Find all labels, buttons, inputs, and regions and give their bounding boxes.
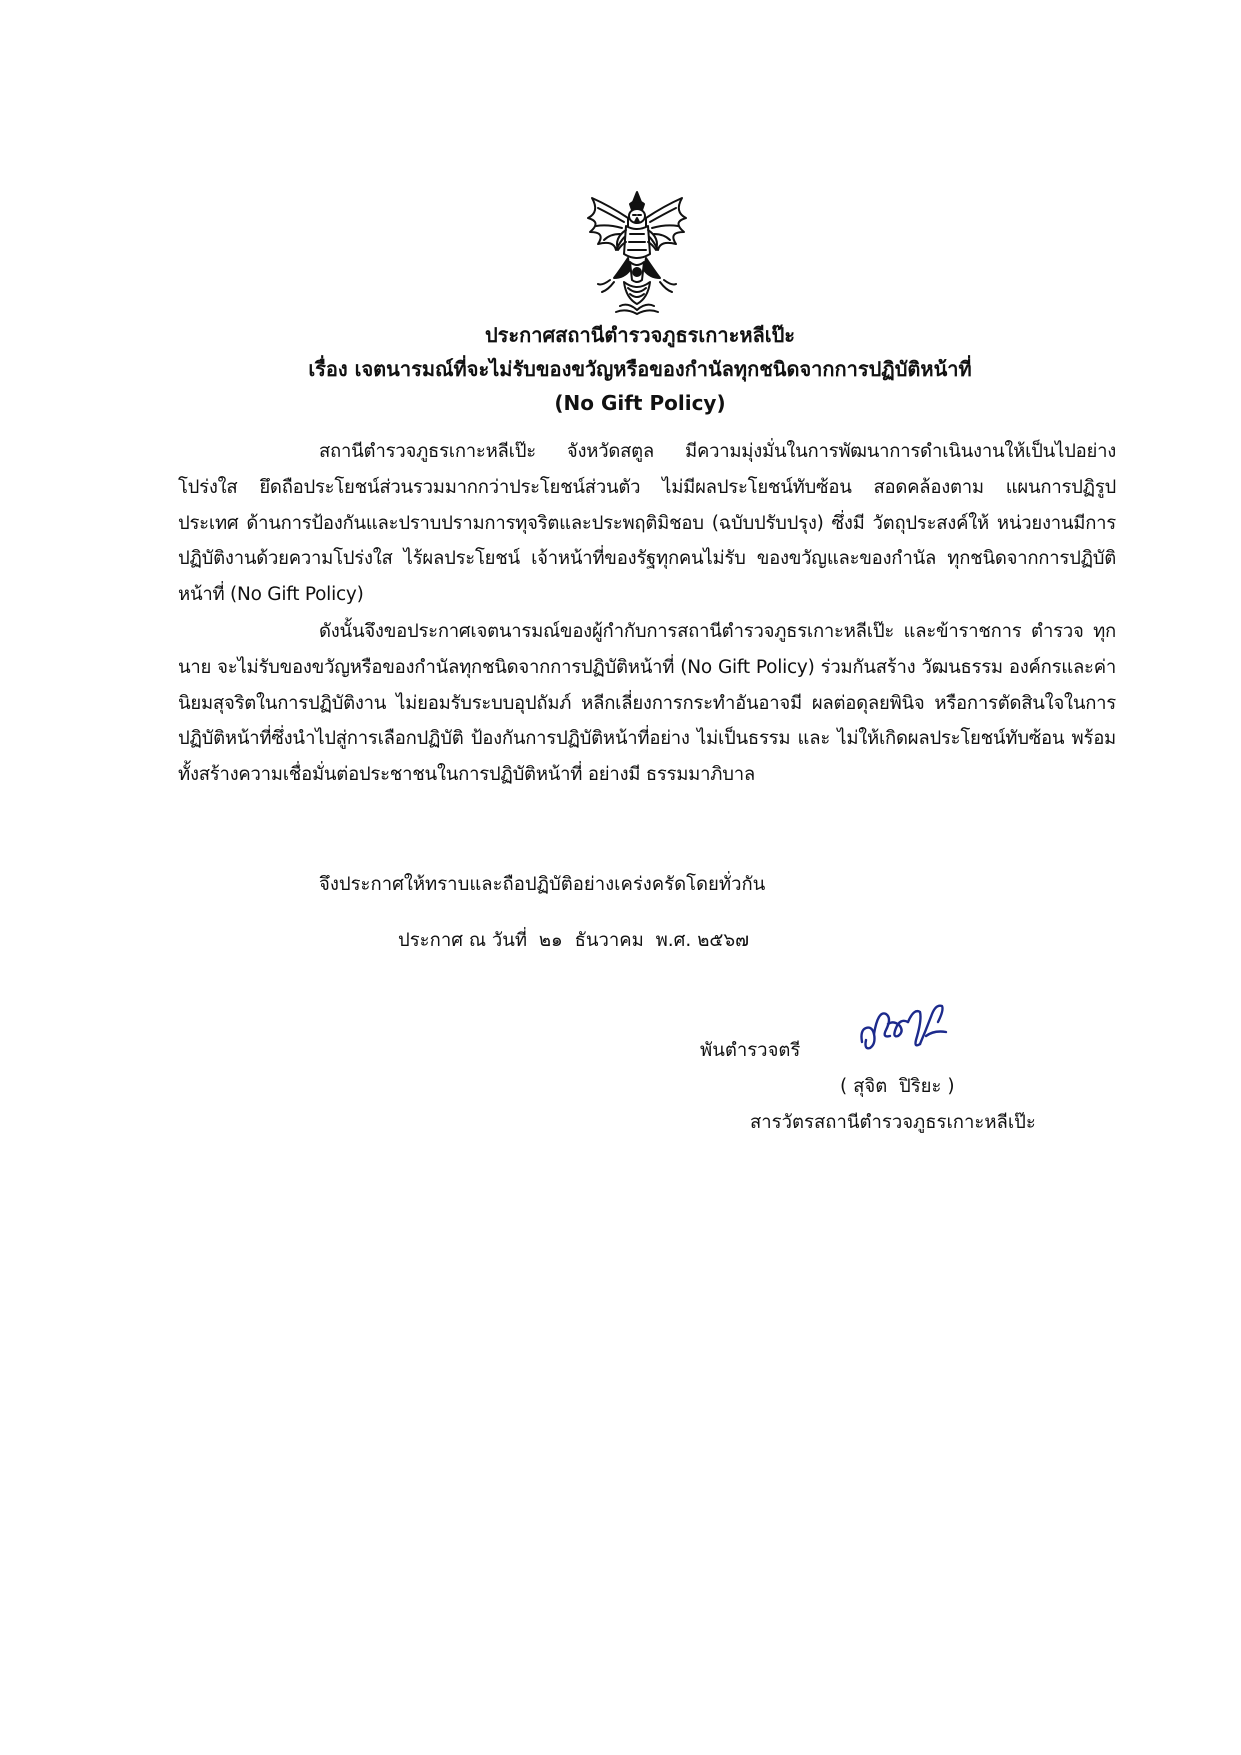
signer-name: ( สุจิต ปิริยะ ) (840, 1076, 955, 1097)
announcement-title: ประกาศสถานีตำรวจภูธรเกาะหลีเป๊ะ (484, 323, 796, 347)
signer-position: สารวัตรสถานีตำรวจภูธรเกาะหลีเป๊ะ (750, 1112, 1036, 1133)
announcement-date: ประกาศ ณ วันที่ ๒๑ ธันวาคม พ.ศ. ๒๕๖๗ (398, 930, 750, 951)
announcement-subject: เรื่อง เจตนารมณ์ที่จะไม่รับของขวัญหรือของกำนัลทุกชนิดจากการปฏิบัติหน้าที่ (308, 357, 972, 381)
closing-statement: จึงประกาศให้ทราบและถือปฏิบัติอย่างเคร่งครัดโดยทั่วกัน (319, 874, 766, 895)
policy-name: (No Gift Policy) (554, 391, 726, 415)
body-paragraph-1: สถานีตำรวจภูธรเกาะหลีเป๊ะ จังหวัดสตูล มีความมุ่งมั่นในการพัฒนาการดำเนินงานให้เป็นไปอย่าง โปร่งใส ยึดถือประโยชน์ส่วนรวมมากกว่าประโยชน์ส่วนตัว ไม่มีผลประโยชน์ทับซ้อน สอดคล้องตาม แผนการปฏิรูป ประเทศ ด้านการป้องกันและปราบปรามการทุจริตและประพฤติมิชอบ (ฉบับปรับปรุง) ซึ่งมี วัตถุประสงค์ให้ หน่วยงานมีการปฏิบัติงานด้วยความโปร่งใส ไร้ผลประโยชน์ เจ้าหน้าที่ของรัฐทุกคนไม่รับ ของขวัญและของกำนัล ทุกชนิดจากการปฏิบัติหน้าที่ (No Gift Policy) (178, 441, 1116, 606)
handwritten-signature-icon (856, 1000, 952, 1058)
garuda-emblem-icon (580, 188, 694, 316)
body-paragraph-2: ดังนั้นจึงขอประกาศเจตนารมณ์ของผู้กำกับการสถานีตำรวจภูธรเกาะหลีเป๊ะ และข้าราชการ ตำรวจ ทุกนาย จะไม่รับของขวัญหรือของกำนัลทุกชนิดจากการปฏิบัติหน้าที่ (No Gift Policy) ร่วมกันสร้าง วัฒนธรรม องค์กรและค่านิยมสุจริตในการปฏิบัติงาน ไม่ยอมรับระบบอุปถัมภ์ หลีกเลี่ยงการกระทำอันอาจมี ผลต่อดุลยพินิจ หรือการตัดสินใจในการปฏิบัติหน้าที่ซึ่งนำไปสู่การเลือกปฏิบัติ ป้องกันการปฏิบัติหน้าที่อย่าง ไม่เป็นธรรม และ ไม่ให้เกิดผลประโยชน์ทับซ้อน พร้อมทั้งสร้างความเชื่อมั่นต่อประชาชนในการปฏิบัติหน้าที่ อย่างมี ธรรมมาภิบาล (178, 621, 1116, 786)
signer-rank: พันตำรวจตรี (700, 1040, 801, 1061)
